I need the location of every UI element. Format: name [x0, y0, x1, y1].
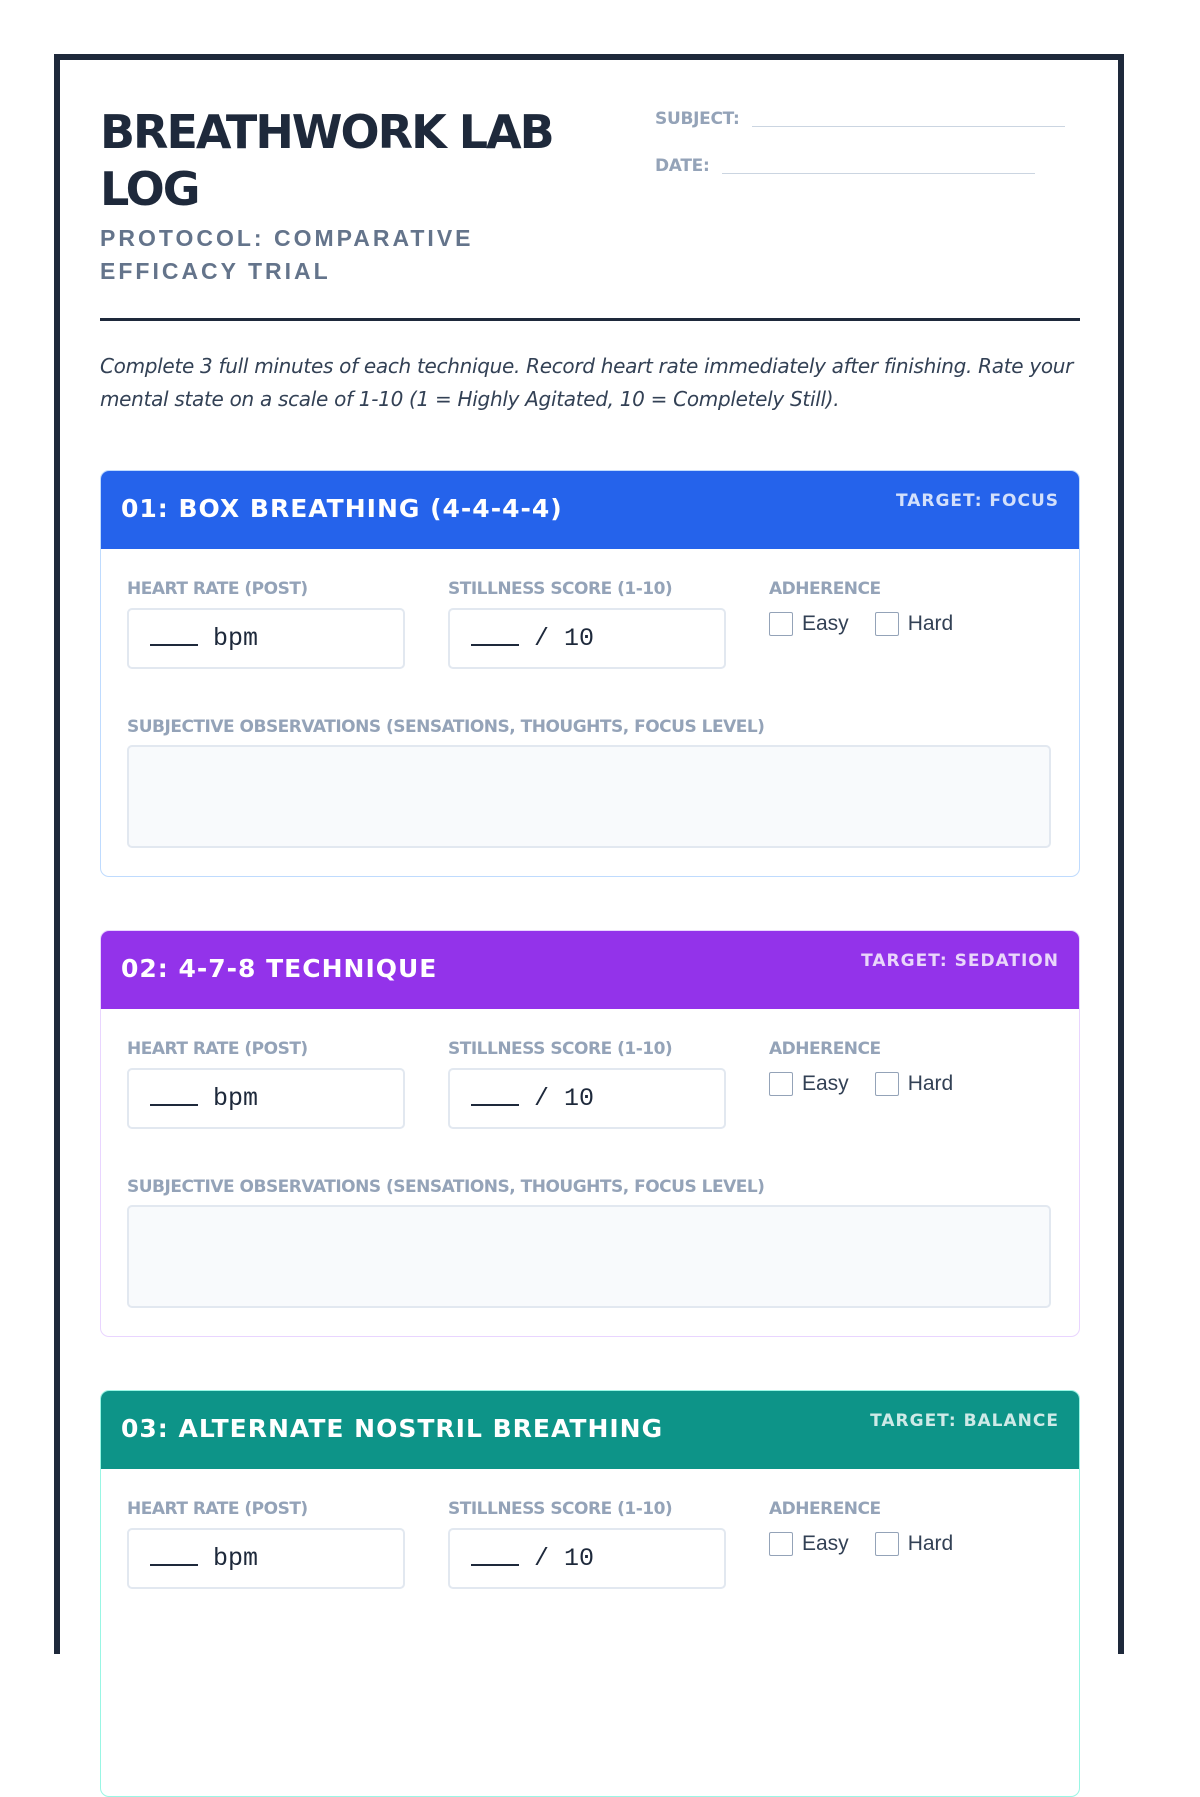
adherence-label: ADHERENCE	[769, 1499, 881, 1519]
subject-label: SUBJECT:	[655, 109, 740, 129]
easy-checkbox[interactable]	[769, 1072, 793, 1096]
hard-label: Hard	[907, 1072, 954, 1095]
score-unit: / 10	[534, 624, 595, 653]
section-title: 02: 4-7-8 TECHNIQUE	[121, 954, 438, 983]
stillness-score-label: STILLNESS SCORE (1-10)	[448, 1499, 673, 1519]
easy-option[interactable]	[769, 1532, 849, 1556]
heart-rate-field[interactable]	[127, 1068, 405, 1129]
protocol-subtitle: PROTOCOL: COMPARATIVE EFFICACY TRIAL	[100, 225, 474, 284]
technique-section-4-7-8	[100, 930, 1080, 1337]
stillness-score-label: STILLNESS SCORE (1-10)	[448, 1039, 673, 1059]
adherence-label: ADHERENCE	[769, 1039, 881, 1059]
header	[100, 60, 1080, 321]
hard-checkbox[interactable]	[875, 612, 899, 636]
heart-rate-field[interactable]	[127, 1528, 405, 1589]
hard-checkbox[interactable]	[875, 1072, 899, 1096]
date-label: DATE:	[655, 156, 710, 176]
adherence-label: ADHERENCE	[769, 579, 881, 599]
score-unit: / 10	[534, 1544, 595, 1573]
observations-label: SUBJECTIVE OBSERVATIONS (SENSATIONS, THOUGHTS, FOCUS LEVEL)	[127, 717, 765, 737]
section-header	[101, 1391, 1079, 1469]
hard-option[interactable]	[875, 1532, 954, 1556]
blank-line	[471, 1090, 519, 1106]
bpm-unit: bpm	[213, 624, 259, 653]
observations-textarea[interactable]	[127, 745, 1051, 848]
hard-label: Hard	[907, 1532, 954, 1555]
adherence-options	[769, 612, 979, 636]
bpm-unit: bpm	[213, 1084, 259, 1113]
subject-row	[655, 109, 1065, 129]
section-target: TARGET: SEDATION	[861, 951, 1059, 971]
hard-option[interactable]	[875, 1072, 954, 1096]
score-unit: / 10	[534, 1084, 595, 1113]
stillness-score-field[interactable]	[448, 608, 726, 669]
section-title: 01: BOX BREATHING (4-4-4-4)	[121, 494, 563, 523]
subject-field[interactable]	[752, 126, 1065, 127]
hard-checkbox[interactable]	[875, 1532, 899, 1556]
heart-rate-label: HEART RATE (POST)	[127, 1499, 308, 1519]
blank-line	[150, 630, 198, 646]
observations-label: SUBJECTIVE OBSERVATIONS (SENSATIONS, THOUGHTS, FOCUS LEVEL)	[127, 1177, 765, 1197]
sheet-content	[100, 60, 1080, 1573]
date-field[interactable]	[722, 173, 1035, 174]
page-title: BREATHWORK LAB LOG	[100, 105, 553, 216]
easy-label: Easy	[802, 612, 849, 635]
heart-rate-label: HEART RATE (POST)	[127, 579, 308, 599]
section-body	[101, 1009, 1079, 1336]
section-body	[101, 1469, 1079, 1796]
hard-option[interactable]	[875, 612, 954, 636]
blank-line	[150, 1090, 198, 1106]
easy-label: Easy	[802, 1072, 849, 1095]
easy-option[interactable]	[769, 612, 849, 636]
adherence-options	[769, 1072, 979, 1096]
section-target: TARGET: FOCUS	[895, 491, 1059, 511]
date-row	[655, 156, 1035, 176]
blank-line	[471, 630, 519, 646]
adherence-options	[769, 1532, 979, 1556]
instructions: Complete 3 full minutes of each technique. Record heart rate immediately after finishing. Rate your mental state on a scale of 1-10 (1 = Highly Agitated, 10 = Completely Still).	[100, 354, 1074, 411]
easy-option[interactable]	[769, 1072, 849, 1096]
heart-rate-label: HEART RATE (POST)	[127, 1039, 308, 1059]
section-target: TARGET: BALANCE	[870, 1411, 1059, 1431]
heart-rate-field[interactable]	[127, 608, 405, 669]
stillness-score-label: STILLNESS SCORE (1-10)	[448, 579, 673, 599]
technique-section-alternate-nostril	[100, 1390, 1080, 1797]
bpm-unit: bpm	[213, 1544, 259, 1573]
section-body	[101, 549, 1079, 876]
easy-label: Easy	[802, 1532, 849, 1555]
easy-checkbox[interactable]	[769, 1532, 793, 1556]
hard-label: Hard	[907, 612, 954, 635]
observations-textarea[interactable]	[127, 1205, 1051, 1308]
blank-line	[150, 1550, 198, 1566]
technique-section-box-breathing	[100, 470, 1080, 877]
stillness-score-field[interactable]	[448, 1528, 726, 1589]
section-header	[101, 931, 1079, 1009]
section-title: 03: ALTERNATE NOSTRIL BREATHING	[121, 1414, 664, 1443]
log-sheet	[54, 54, 1124, 1654]
blank-line	[471, 1550, 519, 1566]
easy-checkbox[interactable]	[769, 612, 793, 636]
stillness-score-field[interactable]	[448, 1068, 726, 1129]
section-header	[101, 471, 1079, 549]
